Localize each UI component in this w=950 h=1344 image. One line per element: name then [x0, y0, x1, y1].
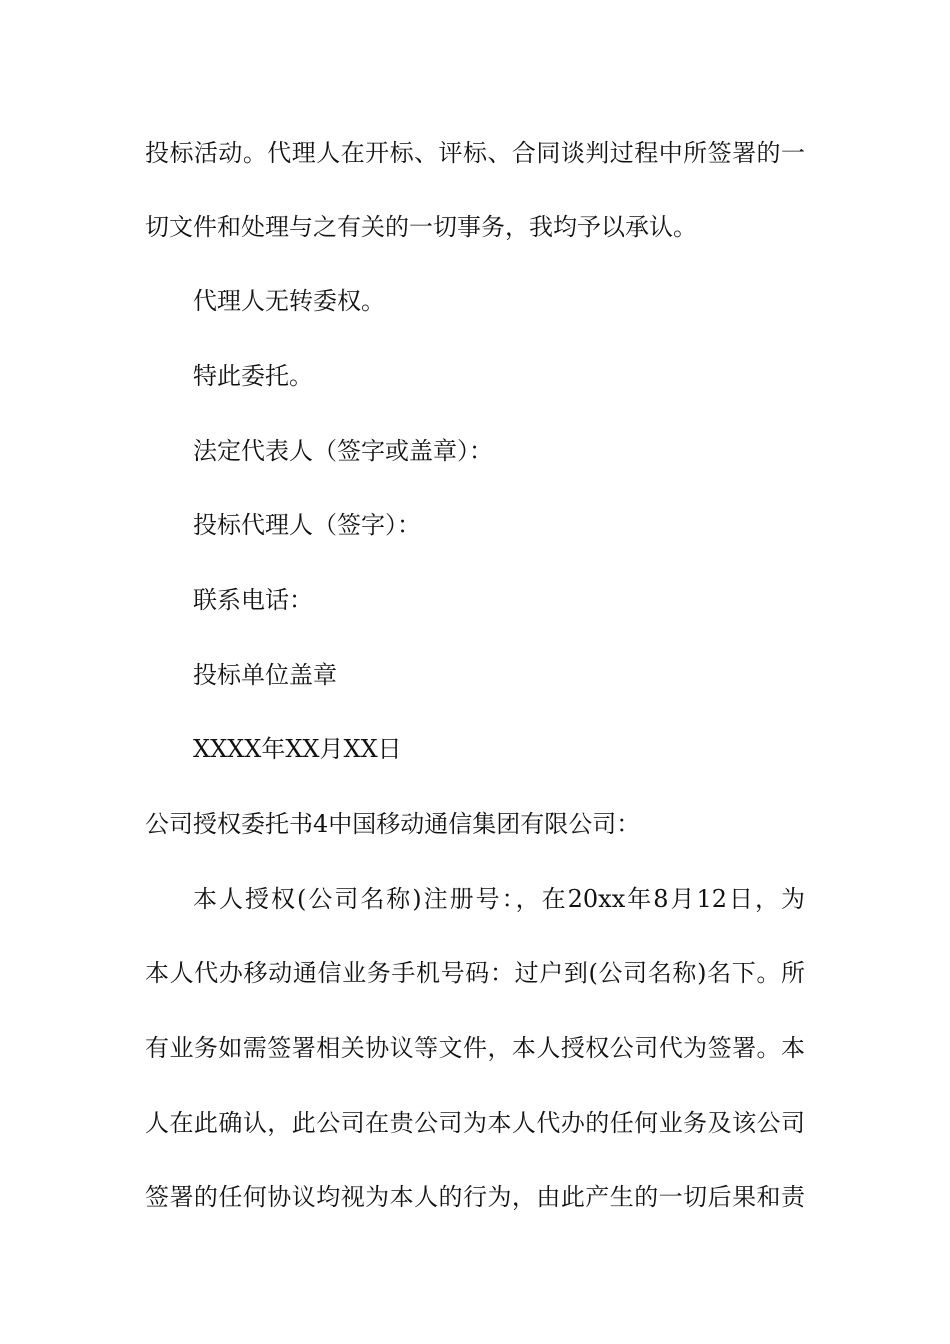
signature-field-bid-agent: 投标代理人（签字）： — [193, 511, 421, 539]
bidder-seal-label: 投标单位盖章 — [193, 661, 337, 689]
date-line: XXXX年XX月XX日 — [193, 735, 402, 763]
signature-field-legal-representative: 法定代表人（签字或盖章）： — [193, 437, 493, 465]
paragraph-line: 投标活动。代理人在开标、评标、合同谈判过程中所签署的一 — [145, 139, 805, 167]
paragraph-line: 本人授权(公司名称)注册号：，在20xx年8月12日，为 — [193, 885, 805, 913]
paragraph-line: 本人代办移动通信业务手机号码：过户到(公司名称)名下。所 — [145, 959, 805, 987]
paragraph-line: 特此委托。 — [193, 362, 313, 390]
section-heading: 公司授权委托书4中国移动通信集团有限公司： — [145, 810, 641, 838]
paragraph-line: 切文件和处理与之有关的一切事务，我均予以承认。 — [145, 213, 697, 241]
paragraph-line: 代理人无转委权。 — [193, 287, 385, 315]
paragraph-line: 人在此确认，此公司在贵公司为本人代办的任何业务及该公司 — [145, 1109, 805, 1137]
paragraph-line: 签署的任何协议均视为本人的行为，由此产生的一切后果和责 — [145, 1183, 805, 1211]
paragraph-line: 有业务如需签署相关协议等文件，本人授权公司代为签署。本 — [145, 1034, 805, 1062]
contact-phone-label: 联系电话： — [193, 586, 313, 614]
